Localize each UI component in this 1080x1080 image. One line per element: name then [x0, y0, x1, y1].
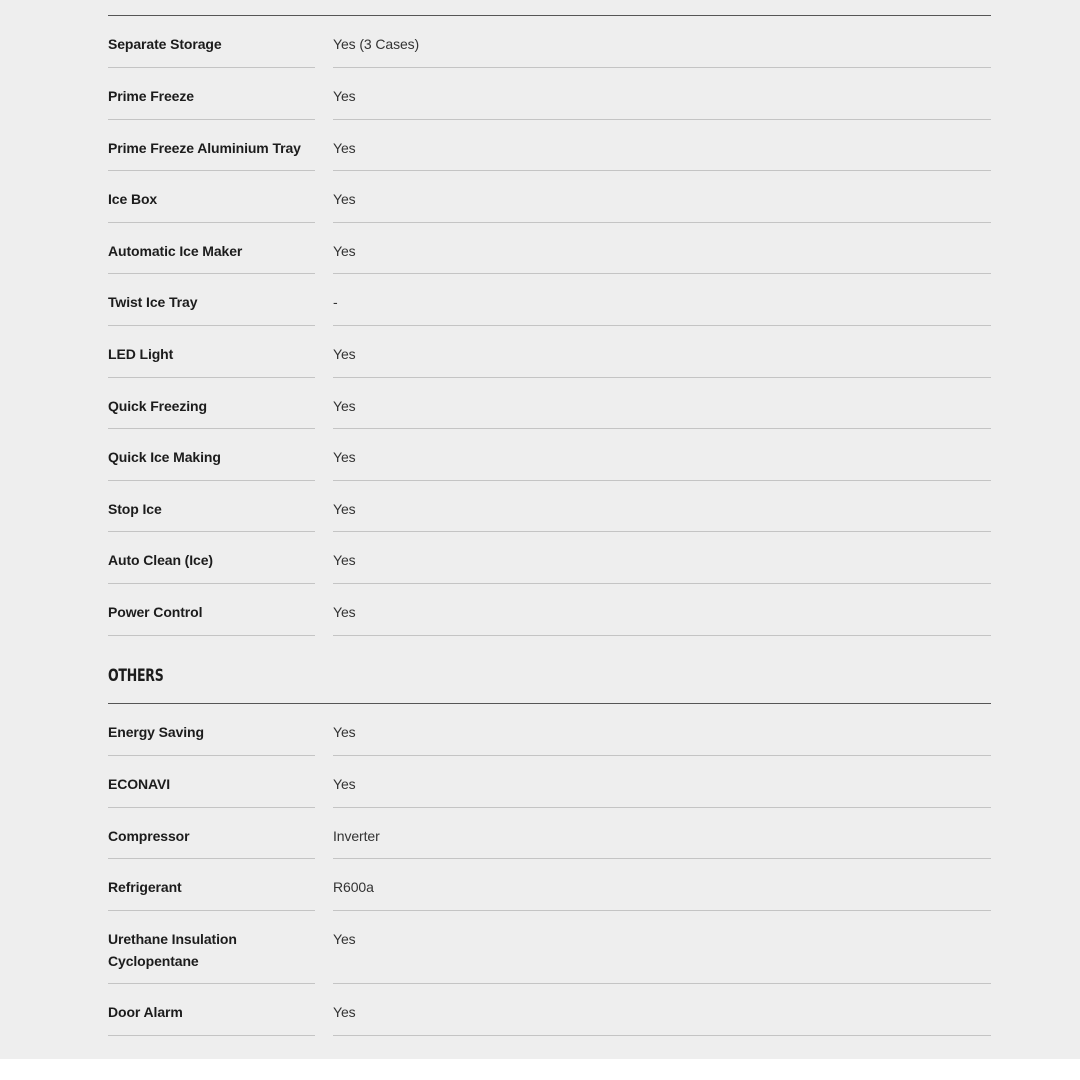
spec-value: Yes: [333, 1004, 356, 1020]
spec-label-cell: [108, 859, 315, 911]
spec-label-cell: [108, 378, 315, 429]
spec-value: Yes: [333, 191, 356, 207]
table-row: [108, 808, 991, 859]
spec-value: Yes: [333, 552, 356, 568]
spec-label: Quick Ice Making: [108, 449, 221, 465]
table-row: [108, 532, 991, 584]
spec-value: -: [333, 294, 338, 310]
spec-label-cell: [108, 532, 315, 584]
spec-value-cell: [333, 808, 991, 859]
section-heading: OTHERS: [108, 666, 164, 686]
spec-value: Yes: [333, 88, 356, 104]
spec-label-cell: [108, 429, 315, 481]
spec-value: Yes: [333, 776, 356, 792]
spec-value: Yes: [333, 501, 356, 517]
spec-value-cell: [333, 984, 991, 1036]
spec-value-cell: [333, 481, 991, 532]
spec-value-cell: [333, 704, 991, 756]
table-row: [108, 16, 991, 68]
spec-value-cell: [333, 171, 991, 223]
spec-label: Auto Clean (Ice): [108, 552, 213, 568]
table-row: [108, 984, 991, 1036]
spec-value: R600a: [333, 879, 374, 895]
spec-value: Yes: [333, 449, 356, 465]
spec-label: Urethane Insulation Cyclopentane: [108, 931, 237, 969]
spec-label-cell: [108, 326, 315, 378]
spec-value-cell: [333, 120, 991, 171]
spec-value-cell: [333, 326, 991, 378]
spec-label: Energy Saving: [108, 724, 204, 740]
spec-label-cell: [108, 120, 315, 171]
table-row: [108, 429, 991, 481]
spec-value-cell: [333, 274, 991, 326]
spec-value-cell: [333, 756, 991, 808]
spec-label: Quick Freezing: [108, 398, 207, 414]
spec-value: Yes: [333, 346, 356, 362]
spec-label-cell: [108, 984, 315, 1036]
spec-value-cell: [333, 911, 991, 984]
spec-label: Separate Storage: [108, 36, 222, 52]
spec-value-cell: [333, 16, 991, 68]
table-row: [108, 378, 991, 429]
spec-label: Stop Ice: [108, 501, 162, 517]
table-row: [108, 326, 991, 378]
spec-label-cell: [108, 704, 315, 756]
spec-label: Compressor: [108, 828, 190, 844]
table-row: [108, 274, 991, 326]
spec-label: Twist Ice Tray: [108, 294, 198, 310]
spec-value: Yes (3 Cases): [333, 36, 420, 52]
spec-value: Yes: [333, 931, 356, 947]
spec-label-cell: [108, 808, 315, 859]
table-row: [108, 756, 991, 808]
spec-value-cell: [333, 859, 991, 911]
spec-value: Inverter: [333, 828, 380, 844]
spec-value-cell: [333, 223, 991, 274]
spec-label-cell: [108, 274, 315, 326]
table-row: [108, 911, 991, 984]
spec-label-cell: [108, 223, 315, 274]
spec-label: Prime Freeze Aluminium Tray: [108, 140, 301, 156]
table-row: [108, 584, 991, 636]
table-row: [108, 120, 991, 171]
spec-label-cell: [108, 756, 315, 808]
spec-value-cell: [333, 584, 991, 636]
spec-label-cell: [108, 584, 315, 636]
spec-label: Automatic Ice Maker: [108, 243, 243, 259]
spec-label-cell: [108, 171, 315, 223]
spec-label-cell: [108, 911, 315, 984]
spec-label: Ice Box: [108, 191, 158, 207]
spec-value: Yes: [333, 724, 356, 740]
spec-value-cell: [333, 68, 991, 120]
table-row: [108, 704, 991, 756]
table-row: [108, 481, 991, 532]
spec-label: Power Control: [108, 604, 203, 620]
spec-label: ECONAVI: [108, 776, 171, 792]
spec-label-cell: [108, 16, 315, 68]
spec-value: Yes: [333, 140, 356, 156]
spec-label-cell: [108, 68, 315, 120]
spec-label: Refrigerant: [108, 879, 182, 895]
spec-value-cell: [333, 532, 991, 584]
spec-value: Yes: [333, 604, 356, 620]
table-row: [108, 223, 991, 274]
spec-label: LED Light: [108, 346, 174, 362]
table-row: [108, 68, 991, 120]
table-row: [108, 859, 991, 911]
table-row: [108, 171, 991, 223]
spec-value-cell: [333, 378, 991, 429]
spec-label: Door Alarm: [108, 1004, 183, 1020]
spec-value: Yes: [333, 243, 356, 259]
spec-value: Yes: [333, 398, 356, 414]
spec-label: Prime Freeze: [108, 88, 194, 104]
spec-label-cell: [108, 481, 315, 532]
spec-value-cell: [333, 429, 991, 481]
